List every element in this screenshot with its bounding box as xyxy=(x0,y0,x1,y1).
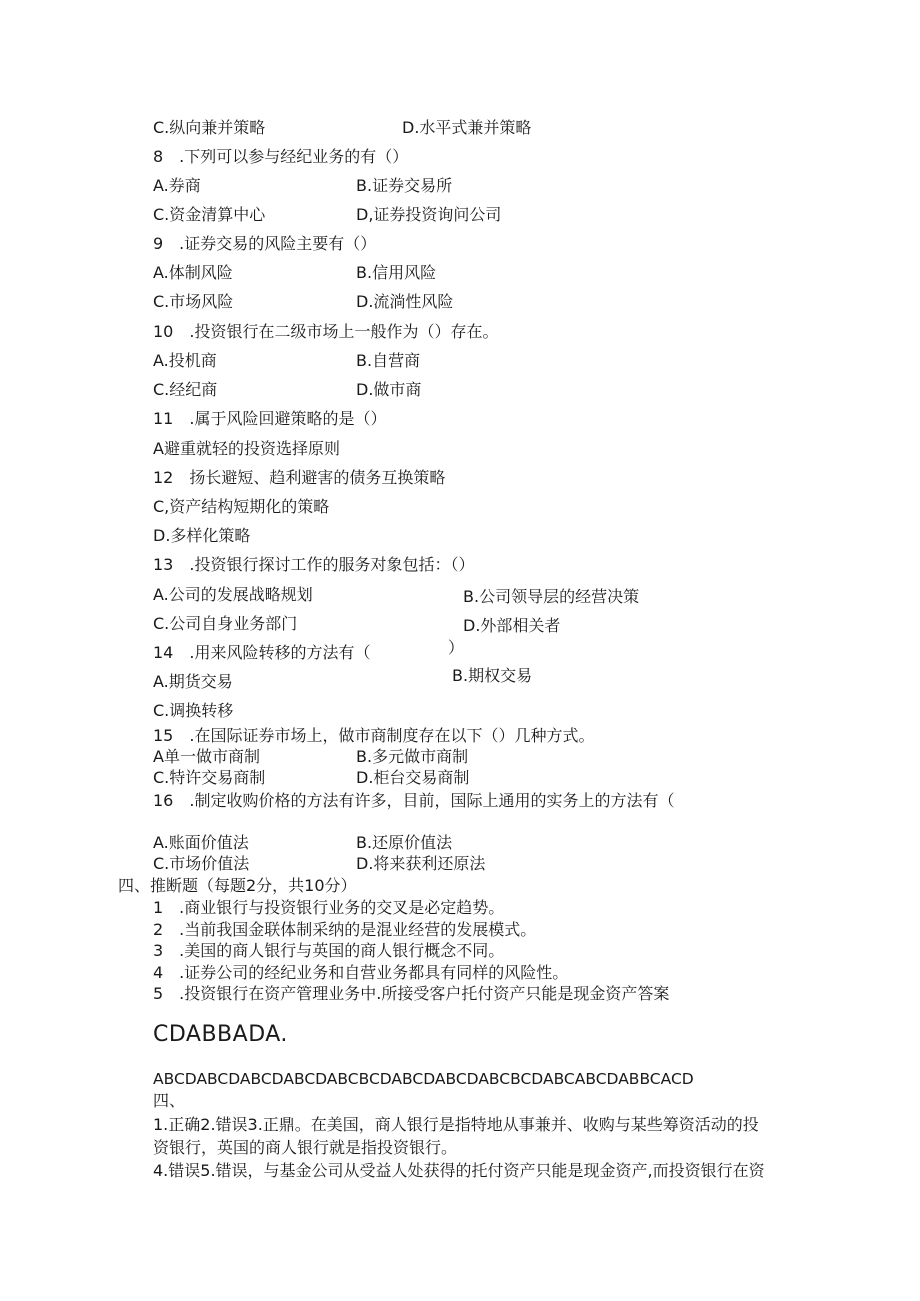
q12-option-d: D.多样化策略 xyxy=(153,526,251,545)
q9-option-c: C.市场风险 xyxy=(153,292,234,311)
q15-stem: 15 .在国际证券市场上，做市商制度存在以下（）几种方式。 xyxy=(153,726,595,745)
q13-option-c: C.公司自身业务部门 xyxy=(153,614,298,633)
answer-paragraph-1-line-1: 1.正确2.错误3.正鼎。在美国，商人银行是指特地从事兼并、收购与某些筹资活动的投 xyxy=(153,1115,759,1134)
answer-section4-label: 四、 xyxy=(153,1091,186,1110)
q16-option-b: B.还原价值法 xyxy=(356,833,453,852)
q7-option-d: D.水平式兼并策略 xyxy=(402,118,532,137)
q16-option-a: A.账面价值法 xyxy=(153,833,249,852)
q14-option-b: B.期权交易 xyxy=(452,666,533,685)
q10-option-d: D.做市商 xyxy=(356,380,422,399)
q11-stem: 11 .属于风险回避策略的是（） xyxy=(153,409,387,428)
q8-option-d: D,证券投资询问公司 xyxy=(356,205,502,224)
q16-option-d: D.将来获利还原法 xyxy=(356,854,486,873)
q10-stem: 10 .投资银行在二级市场上一般作为（）存在。 xyxy=(153,322,499,341)
q15-option-b: B.多元做市商制 xyxy=(356,747,469,766)
q8-option-c: C.资金清算中心 xyxy=(153,205,266,224)
section4-item-2: 2 .当前我国金联体制采纳的是混业经营的发展模式。 xyxy=(153,920,537,939)
q9-option-b: B.信用风险 xyxy=(356,263,437,282)
q16-stem: 16 .制定收购价格的方法有许多，目前，国际上通用的实务上的方法有（ xyxy=(153,791,675,810)
q13-option-b: B.公司领导层的经营决策 xyxy=(463,587,640,606)
q9-option-d: D.流淌性风险 xyxy=(356,292,454,311)
answer-paragraph-1-line-2: 资银行，英国的商人银行就是指投资银行。 xyxy=(153,1138,458,1157)
answer-paragraph-2-line-1: 4.错误5.错误，与基金公司从受益人处获得的托付资产只能是现金资产,而投资银行在资 xyxy=(153,1161,765,1180)
q13-option-d: D.外部相关者 xyxy=(463,616,561,635)
q8-stem: 8 .下列可以参与经纪业务的有（） xyxy=(153,147,409,166)
q8-option-b: B.证券交易所 xyxy=(356,176,453,195)
section4-item-3: 3 .美国的商人银行与英国的商人银行概念不同。 xyxy=(153,941,505,960)
q8-option-a: A.券商 xyxy=(153,176,201,195)
q13-option-a: A.公司的发展战略规划 xyxy=(153,585,313,604)
q7-option-c: C.纵向兼并策略 xyxy=(153,118,266,137)
section4-item-4: 4 .证券公司的经纪业务和自营业务都具有同样的风险性。 xyxy=(153,963,569,982)
q14-option-c: C.调换转移 xyxy=(153,701,234,720)
q10-option-a: A.投机商 xyxy=(153,351,217,370)
q14-paren-close: ） xyxy=(448,638,465,657)
q9-stem: 9 .证券交易的风险主要有（） xyxy=(153,234,377,253)
q14-stem: 14 .用来风险转移的方法有（ xyxy=(153,643,371,662)
q15-option-d: D.柜台交易商制 xyxy=(356,768,470,787)
section4-item-1: 1 .商业银行与投资银行业务的交叉是必定趋势。 xyxy=(153,898,505,917)
answer-line-1: CDABBADA. xyxy=(153,1022,288,1047)
q12-stem: 12 扬长避短、趋利避害的债务互换策略 xyxy=(153,468,446,487)
q15-option-a: A单一做市商制 xyxy=(153,747,260,766)
q10-option-c: C.经纪商 xyxy=(153,380,218,399)
q9-option-a: A.体制风险 xyxy=(153,263,233,282)
q13-stem: 13 .投资银行探讨工作的服务对象包括：（） xyxy=(153,555,475,574)
q11-option-a: A避重就轻的投资选择原则 xyxy=(153,439,340,458)
q10-option-b: B.自营商 xyxy=(356,351,421,370)
q12-option-c: C,资产结构短期化的策略 xyxy=(153,497,330,516)
q16-option-c: C.市场价值法 xyxy=(153,854,250,873)
answer-line-2: ABCDABCDABCDABCDABCBCDABCDABCDABCBCDABCABCDABBCACD xyxy=(153,1070,694,1088)
section4-item-5: 5 .投资银行在资产管理业务中.所接受客户托付资产只能是现金资产答案 xyxy=(153,984,670,1003)
q14-option-a: A.期货交易 xyxy=(153,672,233,691)
q15-option-c: C.特许交易商制 xyxy=(153,768,266,787)
section4-heading: 四、推断题（每题2分，共10分） xyxy=(118,876,357,895)
